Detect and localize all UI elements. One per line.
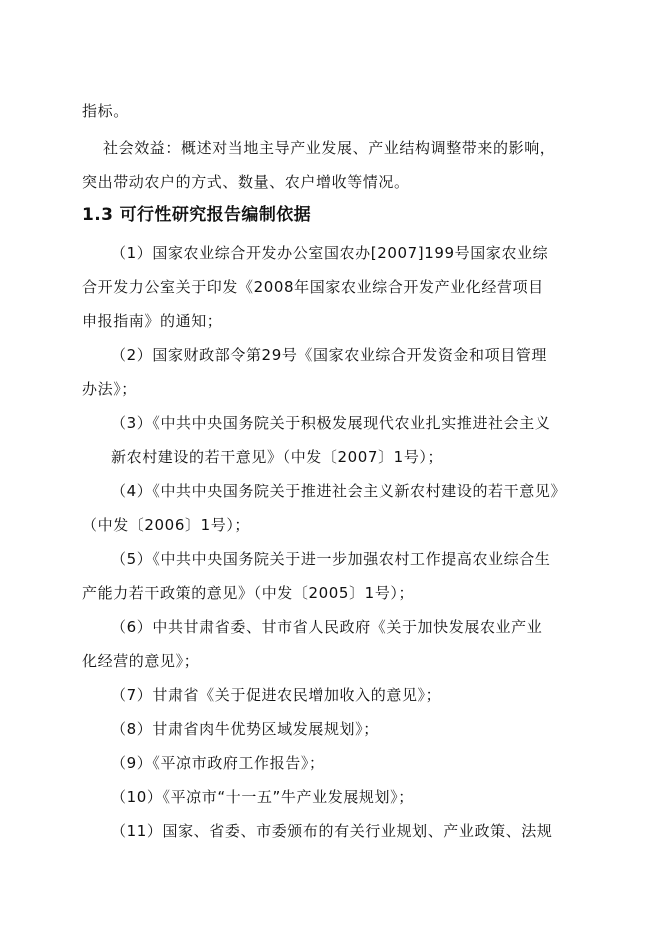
reference-item-2-cont: 办法》； (82, 380, 137, 398)
reference-item-4: （4）《中共中央国务院关于推进社会主义新农村建设的若干意见》 (111, 482, 567, 500)
reference-item-7: （7）甘肃省《关于促进农民增加收入的意见》； (111, 686, 442, 704)
reference-item-3: （3）《中共中央国务院关于积极发展现代农业扎实推进社会主义 (111, 414, 551, 432)
reference-item-1: （1）国家农业综合开发办公室国农办[2007]199号国家农业综 (111, 244, 549, 262)
text-line-indicator: 指标。 (82, 102, 129, 120)
reference-item-1-cont: 合开发力公室关于印发《2008年国家农业综合开发产业化经营项目 (82, 278, 544, 296)
reference-item-3-cont: 新农村建设的若干意见》（中发〔2007〕1号）； (111, 448, 444, 466)
section-heading: 1.3 可行性研究报告编制依据 (82, 205, 312, 225)
reference-item-8: （8）甘肃省肉牛优势区域发展规划》； (111, 720, 379, 738)
text-line-social-benefit-cont: 突出带动农户的方式、数量、农户增收等情况。 (82, 173, 410, 191)
reference-item-5-cont: 产能力若干政策的意见》（中发〔2005〕1号）； (82, 584, 415, 602)
reference-item-5: （5）《中共中央国务院关于进一步加强农村工作提高农业综合生 (111, 550, 551, 568)
reference-item-11: （11）国家、省委、市委颁布的有关行业规划、产业政策、法规 (111, 822, 553, 840)
text-line-social-benefit: 社会效益：概述对当地主导产业发展、产业结构调整带来的影响， (103, 139, 556, 157)
reference-item-10: （10）《平凉市“十一五”牛产业发展规划》； (111, 788, 414, 806)
reference-item-2: （2）国家财政部令第29号《国家农业综合开发资金和项目管理 (111, 346, 548, 364)
reference-item-1-cont2: 申报指南》的通知； (82, 312, 223, 330)
reference-item-9: （9）《平凉市政府工作报告》； (111, 754, 325, 772)
reference-item-6: （6）中共甘肃省委、甘市省人民政府《关于加快发展农业产业 (111, 618, 543, 636)
reference-item-4-cont: （中发〔2006〕1号）； (82, 516, 251, 534)
reference-item-6-cont: 化经营的意见》； (82, 652, 200, 670)
